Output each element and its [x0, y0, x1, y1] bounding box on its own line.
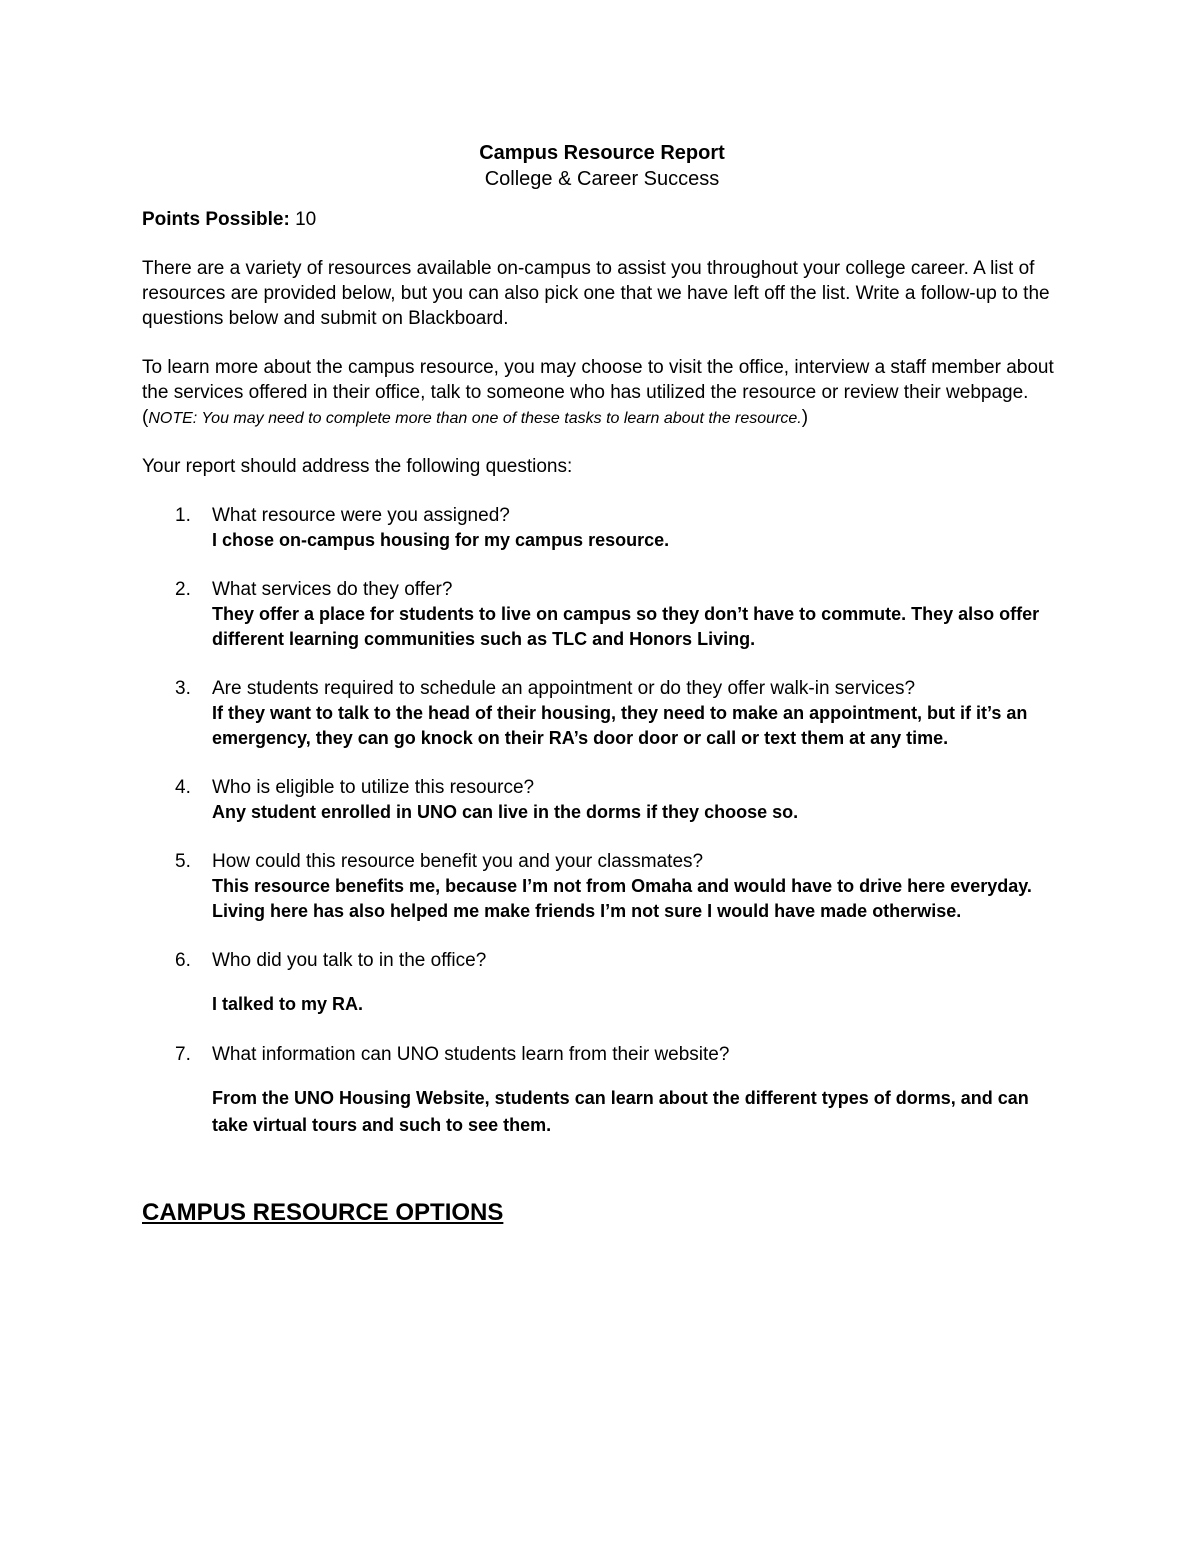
document-page [142, 140, 1062, 1227]
question-number: 2. [175, 579, 191, 600]
question-number: 7. [175, 1044, 191, 1065]
question-text: How could this resource benefit you and your classmates? [212, 851, 704, 872]
document-title: Campus Resource Report [479, 142, 725, 164]
answer-text: I talked to my RA. [212, 994, 364, 1014]
points-possible [142, 207, 1062, 232]
answer-text: They offer a place for students to live on campus so they don’t have to commute. They also offer different learning communities such as TLC and Honors Living. [212, 604, 1040, 649]
instructions-text: To learn more about the campus resource, you may choose to visit the office, interview a staff member about the services offered in their office, talk to someone who has utilized the resource or review their webpage. ( [142, 357, 1054, 428]
answer-text: I chose on-campus housing for my campus resource. [212, 530, 670, 550]
question-item [142, 775, 1062, 825]
answer-text: This resource benefits me, because I’m not from Omaha and would have to drive here everyday. Living here has also helped me make friends I’m not sure I would have made otherwise. [212, 876, 1032, 921]
answer-text: Any student enrolled in UNO can live in the dorms if they choose so. [212, 802, 799, 822]
question-text: What resource were you assigned? [212, 505, 510, 526]
question-text: What information can UNO students learn from their website? [212, 1044, 730, 1065]
answer-text: If they want to talk to the head of their housing, they need to make an appointment, but if it’s an emergency, they can go knock on their RA’s door door or call or text them at any time. [212, 703, 1028, 748]
report-lead-in: Your report should address the following questions: [142, 456, 573, 477]
question-number: 5. [175, 851, 191, 872]
question-text: Are students required to schedule an appointment or do they offer walk-in services? [212, 678, 916, 699]
question-number: 1. [175, 505, 191, 526]
question-number: 4. [175, 777, 191, 798]
intro-paragraph: There are a variety of resources available on-campus to assist you throughout your college career. A list of resources are provided below, but you can also pick one that we have left off the list. Write a follow-up to the questions below and submit on Blackboard. [142, 258, 1050, 329]
note-text: NOTE: You may need to complete more than one of these tasks to learn about the resource. [148, 410, 802, 427]
section-heading: CAMPUS RESOURCE OPTIONS [142, 1199, 504, 1226]
question-text: Who is eligible to utilize this resource? [212, 777, 535, 798]
question-number: 3. [175, 678, 191, 699]
question-text: What services do they offer? [212, 579, 453, 600]
question-item [142, 948, 1062, 1018]
question-item [142, 1042, 1062, 1139]
instructions-paragraph [142, 355, 1062, 430]
points-label: Points Possible: [142, 209, 290, 230]
question-item [142, 577, 1062, 652]
document-subtitle: College & Career Success [484, 168, 720, 190]
question-text: Who did you talk to in the office? [212, 950, 487, 971]
answer-text: From the UNO Housing Website, students can learn about the different types of dorms, and can take virtual tours and such to see them. [212, 1088, 1029, 1135]
question-item [142, 849, 1062, 924]
question-item [142, 503, 1062, 553]
question-item [142, 676, 1062, 751]
points-value: 10 [295, 209, 317, 230]
question-list [142, 503, 1062, 1139]
question-number: 6. [175, 950, 191, 971]
instructions-close: ) [801, 407, 809, 428]
title-block [142, 140, 1062, 192]
